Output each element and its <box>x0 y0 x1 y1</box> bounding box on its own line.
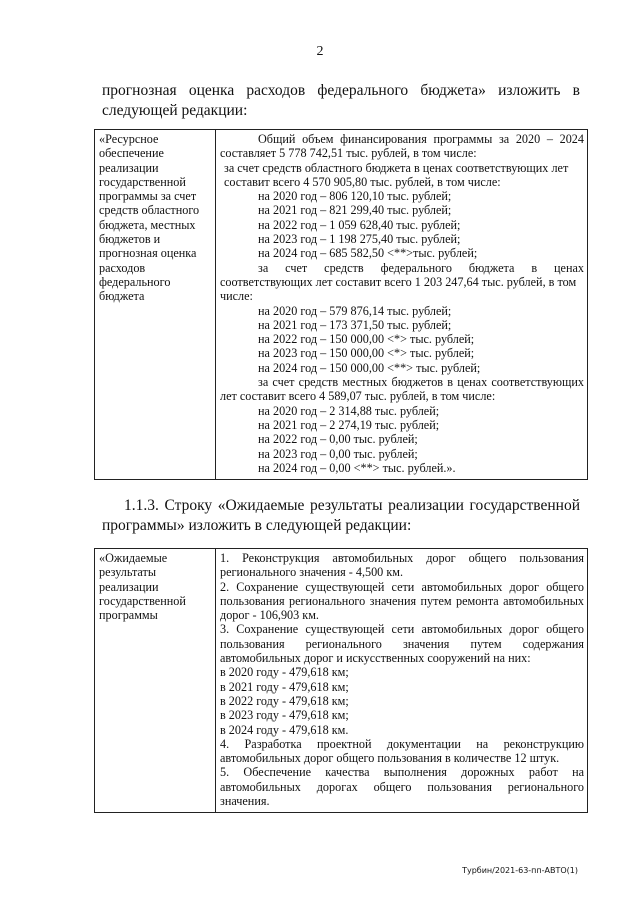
label-line: программы за счет <box>99 189 197 204</box>
page-number: 2 <box>316 44 324 59</box>
value-line: на 2023 год – 150 000,00 <*> тыс. рублей; <box>258 346 475 361</box>
label-line: программы <box>99 608 158 623</box>
value-line: 2. Сохранение существующей сети автомобильных дорог общего <box>220 579 584 594</box>
results-label-cell <box>95 549 216 813</box>
value-line: составит всего 4 570 905,80 тыс. рублей, в том числе: <box>224 174 501 189</box>
value-line: на 2024 год – 150 000,00 <**> тыс. рублей; <box>258 360 481 375</box>
label-line: «Ожидаемые <box>99 551 168 565</box>
value-line: на 2023 год – 1 198 275,40 тыс. рублей; <box>258 232 461 247</box>
table-row <box>95 130 588 480</box>
value-line: в 2020 году - 479,618 км; <box>220 665 349 680</box>
value-line: на 2022 год – 150 000,00 <*> тыс. рублей; <box>258 332 475 347</box>
value-line: на 2023 год – 0,00 тыс. рублей; <box>258 446 418 461</box>
value-line: за счет средств федерального бюджета в ценах <box>258 260 584 275</box>
section-paragraph: 1.1.3. Строку «Ожидаемые результаты реализации государственной программы» изложить в следующей редакции: <box>102 497 580 534</box>
value-line: на 2022 год – 0,00 тыс. рублей; <box>258 432 418 447</box>
value-line: на 2021 год – 2 274,19 тыс. рублей; <box>258 417 440 432</box>
value-line: автомобильных дорог общего пользования в количестве 12 штук. <box>220 751 560 766</box>
value-line: на 2020 год – 2 314,88 тыс. рублей; <box>258 403 440 418</box>
label-line: бюджетов и <box>99 232 161 247</box>
value-line: в 2023 году - 479,618 км; <box>220 708 349 723</box>
value-line: числе: <box>220 289 253 304</box>
value-line: регионального значения - 4,500 км. <box>220 565 403 580</box>
value-line: соответствующих лет составит всего 1 203 247,64 тыс. рублей, в том <box>220 274 577 289</box>
value-line: на 2024 год – 685 582,50 <**>тыс. рублей; <box>258 246 478 261</box>
document-footer-code: Турбин/2021-63-пп-АВТО(1) <box>462 866 578 875</box>
value-line: пользования регионального значения путем ремонта автомобильных <box>220 593 584 608</box>
label-line: обеспечение <box>99 146 164 161</box>
value-line: в 2024 году - 479,618 км. <box>220 722 349 737</box>
value-line: за счет средств областного бюджета в ценах соответствующих лет <box>224 160 569 175</box>
value-line: 3. Сохранение существующей сети автомобильных дорог общего <box>220 622 584 637</box>
value-line: автомобильных дорогах общего пользования регионального <box>220 779 584 794</box>
value-line: в 2021 году - 479,618 км; <box>220 679 349 694</box>
value-line: составляет 5 778 742,51 тыс. рублей, в том числе: <box>220 146 477 161</box>
label-line: прогнозная оценка <box>99 246 197 261</box>
label-line: реализации <box>99 579 159 594</box>
label-line: результаты <box>99 565 157 580</box>
value-line: пользования регионального значения путем содержания <box>220 636 584 651</box>
value-line: за счет средств местных бюджетов в ценах соответствующих <box>258 375 584 390</box>
value-line: на 2022 год – 1 059 628,40 тыс. рублей; <box>258 217 461 232</box>
value-line: Общий объем финансирования программы за 2020 – 2024 <box>258 132 584 146</box>
label-line: реализации <box>99 160 159 175</box>
resource-value-cell <box>216 130 588 480</box>
results-value-cell <box>216 549 588 813</box>
value-line: на 2021 год – 821 299,40 тыс. рублей; <box>258 203 452 218</box>
resource-table <box>94 129 588 480</box>
label-line: государственной <box>99 593 186 608</box>
value-line: 1. Реконструкция автомобильных дорог общего пользования <box>220 551 584 565</box>
value-line: в 2022 году - 479,618 км; <box>220 693 349 708</box>
value-line: дорог - 106,903 км. <box>220 608 319 623</box>
label-line: средств областного <box>99 203 200 218</box>
label-line: бюджета, местных <box>99 217 196 232</box>
value-line: на 2024 год – 0,00 <**> тыс. рублей.». <box>258 460 456 475</box>
label-line: расходов <box>99 260 146 275</box>
label-line: «Ресурсное <box>99 132 159 146</box>
resource-label-cell <box>95 130 216 480</box>
value-line: на 2020 год – 579 876,14 тыс. рублей; <box>258 303 452 318</box>
label-line: бюджета <box>99 289 145 304</box>
value-line: автомобильных дорог и искусственных сооружений на них: <box>220 651 531 666</box>
label-line: федерального <box>99 274 171 289</box>
value-line: значения. <box>220 794 270 809</box>
value-line: на 2020 год – 806 120,10 тыс. рублей; <box>258 189 452 204</box>
results-table <box>94 548 588 813</box>
value-line: лет составит всего 4 589,07 тыс. рублей, в том числе: <box>220 389 496 404</box>
intro-paragraph: прогнозная оценка расходов федерального бюджета» изложить в следующей редакции: <box>102 82 580 119</box>
value-line: 4. Разработка проектной документации на реконструкцию <box>220 736 584 751</box>
value-line: на 2021 год – 173 371,50 тыс. рублей; <box>258 317 452 332</box>
label-line: государственной <box>99 174 186 189</box>
table-row <box>95 549 588 813</box>
value-line: 5. Обеспечение качества выполнения дорожных работ на <box>220 765 584 780</box>
